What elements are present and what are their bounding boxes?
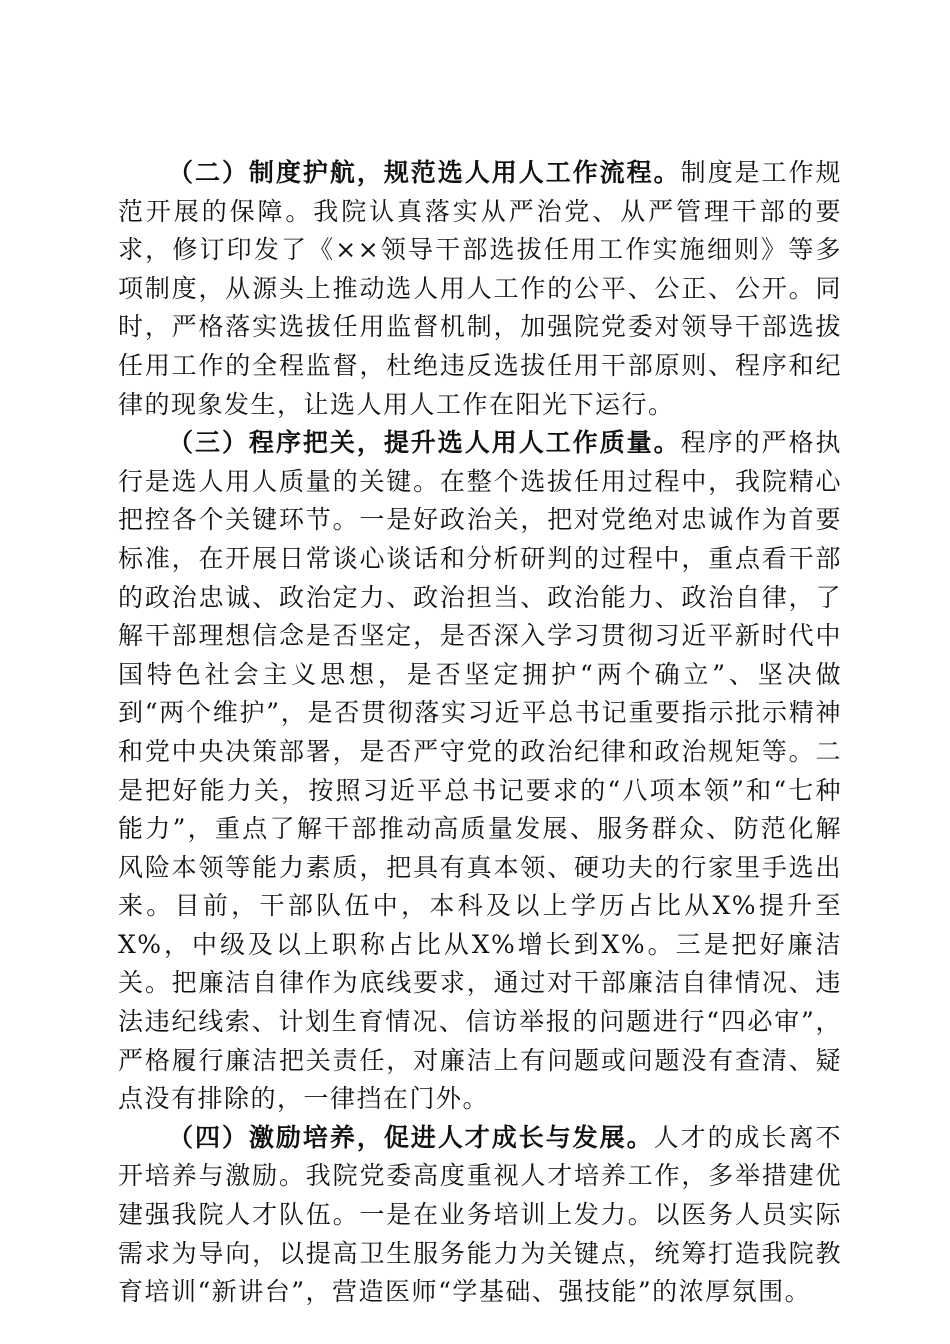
paragraph-4-body: 人才的成长离不开培养与激励。我院党委高度重视人才培养工作，多举措建优建强我院人才队伍。一是在业务培训上发力。以医务人员实际需求为导向，以提高卫生服务能力为关键点，统筹打造我院教育培训“新讲台”，营造医师“学基础、强技能”的浓厚氛围。 [118,1122,842,1307]
paragraph-3 [118,424,842,1119]
paragraph-3-heading: （三）程序把关，提升选人用人工作质量。 [168,428,681,458]
paragraph-4 [118,1119,842,1312]
paragraph-3-body: 程序的严格执行是选人用人质量的关键。在整个选拔任用过程中，我院精心把控各个关键环节。一是好政治关，把对党绝对忠诚作为首要标准，在开展日常谈心谈话和分析研判的过程中，重点看干部的政治忠诚、政治定力、政治担当、政治能力、政治自律，了解干部理想信念是否坚定，是否深入学习贯彻习近平新时代中国特色社会主义思想，是否坚定拥护“两个确立”、坚决做到“两个维护”，是否贯彻落实习近平总书记重要指示批示精神和党中央决策部署，是否严守党的政治纪律和政治规矩等。二是把好能力关，按照习近平总书记要求的“八项本领”和“七种能力”，重点了解干部推动高质量发展、服务群众、防范化解风险本领等能力素质，把具有真本领、硬功夫的行家里手选出来。目前，干部队伍中，本科及以上学历占比从X%提升至X%，中级及以上职称占比从X%增长到X%。三是把好廉洁关。把廉洁自律作为底线要求，通过对干部廉洁自律情况、违法违纪线索、计划生育情况、信访举报的问题进行“四必审”，严格履行廉洁把关责任，对廉洁上有问题或问题没有查清、疑点没有排除的，一律挡在门外。 [118,428,842,1114]
paragraph-2 [118,154,842,424]
paragraph-2-heading: （二）制度护航，规范选人用人工作流程。 [168,158,681,187]
document-page [118,154,842,1312]
paragraph-2-body: 制度是工作规范开展的保障。我院认真落实从严治党、从严管理干部的要求，修订印发了《××领导干部选拔任用工作实施细则》等多项制度，从源头上推动选人用人工作的公平、公正、公开。同时，严格落实选拔任用监督机制，加强院党委对领导干部选拔任用工作的全程监督，杜绝违反选拔任用干部原则、程序和纪律的现象发生，让选人用人工作在阳光下运行。 [118,158,842,419]
paragraph-4-heading: （四）激励培养，促进人才成长与发展。 [168,1122,654,1152]
